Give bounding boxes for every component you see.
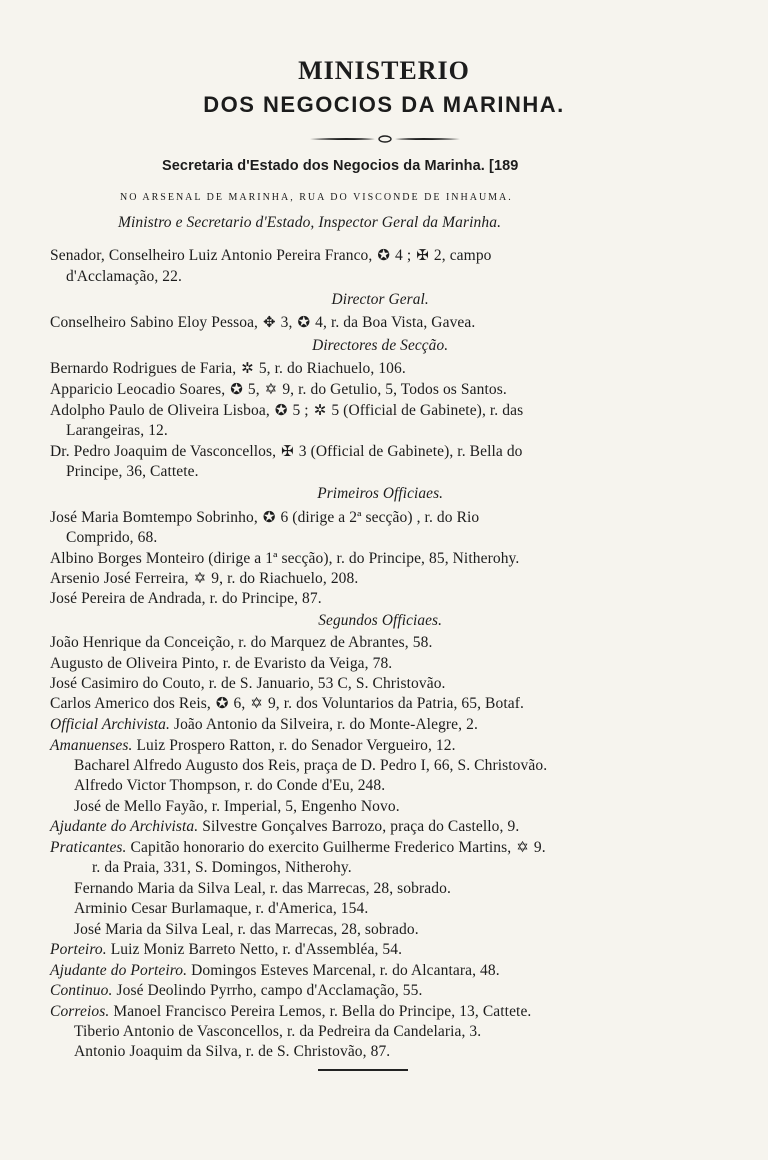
minister-detail: 4 ;: [395, 247, 412, 264]
list-item: Bacharel Alfredo Augusto dos Reis, praça de D. Pedro I, 66, S. Christovão.: [74, 757, 548, 774]
person-name: Adolpho Paulo de Oliveira Lisboa,: [50, 402, 270, 419]
list-item: Antonio Joaquim da Silva, r. de S. Christovão, 87.: [74, 1043, 391, 1060]
list-item: [50, 961, 500, 981]
order-rose-icon: ✪: [274, 403, 288, 419]
list-item: [50, 694, 524, 714]
person-detail: 9, r. dos Voluntarios da Patria, 65, Botaf.: [267, 695, 524, 712]
person-detail: Luiz Prospero Ratton, r. do Senador Vergueiro, 12.: [136, 737, 456, 754]
section-directores: Directores de Secção.: [312, 337, 449, 354]
list-item-cont: r. da Praia, 331, S. Domingos, Nitherohy.: [92, 859, 352, 876]
list-item: [50, 817, 519, 837]
list-item: [50, 1002, 531, 1022]
order-star-icon: ✡: [250, 696, 263, 712]
list-item: José de Mello Fayão, r. Imperial, 5, Engenho Novo.: [74, 798, 400, 815]
person-detail: 5, r. do Riachuelo, 106.: [258, 360, 406, 377]
person-name: Carlos Americo dos Reis,: [50, 695, 211, 712]
list-item: [50, 380, 507, 400]
order-star-icon: ✡: [516, 840, 529, 856]
person-detail: Luiz Moniz Barreto Netto, r. d'Assembléa, 54.: [110, 941, 403, 958]
role-label: Correios.: [50, 1003, 110, 1020]
person-name: Arsenio José Ferreira,: [50, 570, 189, 587]
section-minister: Ministro e Secretario d'Estado, Inspector Geral da Marinha.: [118, 214, 502, 231]
person-detail: Domingos Esteves Marcenal, r. do Alcantara, 48.: [191, 962, 500, 979]
minister-detail: 2, campo: [433, 247, 492, 264]
person-detail: 3 (Official de Gabinete), r. Bella do: [298, 443, 523, 460]
list-item: [50, 736, 456, 756]
secretaria-address: NO ARSENAL DE MARINHA, RUA DO VISCONDE DE INHAUMA.: [120, 192, 513, 203]
order-star-icon: ✥: [263, 315, 276, 331]
director-line: [50, 313, 475, 333]
minister-line-1: [50, 246, 492, 266]
order-star-icon: ✲: [241, 361, 254, 377]
order-cross-icon: ✠: [416, 248, 429, 264]
role-label: Ajudante do Archivista.: [50, 818, 199, 835]
order-star-icon: ✡: [193, 571, 207, 587]
list-item: João Henrique da Conceição, r. do Marquez de Abrantes, 58.: [50, 634, 433, 651]
section-segundos: Segundos Officiaes.: [318, 612, 443, 629]
person-detail: 5 ;: [292, 402, 309, 419]
list-item-cont: Comprido, 68.: [66, 529, 158, 546]
person-detail: João Antonio da Silveira, r. do Monte-Alegre, 2.: [173, 716, 478, 733]
list-item: Augusto de Oliveira Pinto, r. de Evaristo da Veiga, 78.: [50, 655, 393, 672]
page-subtitle: DOS NEGOCIOS DA MARINHA.: [203, 92, 565, 117]
minister-line-2: d'Acclamação, 22.: [66, 268, 182, 285]
person-name: José Maria Bomtempo Sobrinho,: [50, 509, 258, 526]
list-item: [50, 981, 422, 1001]
role-label: Porteiro.: [50, 941, 107, 958]
order-rose-icon: ✪: [377, 248, 391, 264]
list-item: Albino Borges Monteiro (dirige a 1ª secção), r. do Principe, 85, Nitherohy.: [50, 550, 520, 567]
order-rose-icon: ✪: [215, 696, 229, 712]
person-name: Apparicio Leocadio Soares,: [50, 381, 226, 398]
list-item: Arminio Cesar Burlamaque, r. d'America, 154.: [74, 900, 369, 917]
role-label: Official Archivista.: [50, 716, 170, 733]
minister-name: Senador, Conselheiro Luiz Antonio Pereira Franco,: [50, 247, 373, 264]
list-item: José Pereira de Andrada, r. do Principe, 87.: [50, 590, 322, 607]
order-rose-icon: ✪: [230, 382, 243, 398]
list-item: [50, 838, 546, 858]
list-item: Alfredo Victor Thompson, r. do Conde d'Eu, 248.: [74, 777, 386, 794]
role-label: Continuo.: [50, 982, 113, 999]
end-rule: [318, 1069, 408, 1071]
list-item: Fernando Maria da Silva Leal, r. das Marrecas, 28, sobrado.: [74, 880, 451, 897]
person-detail: 9, r. do Riachuelo, 208.: [211, 570, 359, 587]
person-detail: Capitão honorario do exercito Guilherme Frederico Martins,: [130, 839, 512, 856]
order-rose-icon: ✪: [297, 315, 311, 331]
list-item: [50, 569, 358, 589]
list-item: [50, 359, 406, 379]
person-name: Dr. Pedro Joaquim de Vasconcellos,: [50, 443, 277, 460]
order-star-icon: ✲: [313, 403, 327, 419]
role-label: Ajudante do Porteiro.: [50, 962, 188, 979]
list-item: Tiberio Antonio de Vasconcellos, r. da Pedreira da Candelaria, 3.: [74, 1023, 482, 1040]
director-detail: 3,: [280, 314, 293, 331]
ornament-rule-icon: [310, 134, 460, 144]
list-item: José Casimiro do Couto, r. de S. Januario, 53 C, S. Christovão.: [50, 675, 446, 692]
director-detail: 4, r. da Boa Vista, Gavea.: [315, 314, 476, 331]
order-star-icon: ✡: [264, 382, 278, 398]
list-item: [50, 508, 479, 528]
page-title: MINISTERIO: [298, 56, 470, 85]
list-item: [50, 940, 402, 960]
list-item: José Maria da Silva Leal, r. das Marrecas, 28, sobrado.: [74, 921, 419, 938]
section-primeiros: Primeiros Officiaes.: [317, 485, 444, 502]
order-rose-icon: ✪: [262, 510, 276, 526]
person-detail: Manoel Francisco Pereira Lemos, r. Bella do Principe, 13, Cattete.: [113, 1003, 532, 1020]
person-detail: 5,: [247, 381, 260, 398]
person-name: Bernardo Rodrigues de Faria,: [50, 360, 237, 377]
list-item: [50, 715, 478, 735]
secretaria-heading: Secretaria d'Estado dos Negocios da Marinha. [189: [162, 158, 519, 174]
section-director: Director Geral.: [331, 291, 429, 308]
person-detail: 6,: [233, 695, 246, 712]
order-cross-icon: ✠: [281, 444, 294, 460]
person-detail: Silvestre Gonçalves Barrozo, praça do Castello, 9.: [202, 818, 520, 835]
director-name: Conselheiro Sabino Eloy Pessoa,: [50, 314, 259, 331]
person-detail: 9.: [533, 839, 546, 856]
person-detail: 5 (Official de Gabinete), r. das: [331, 402, 524, 419]
role-label: Praticantes.: [50, 839, 127, 856]
list-item: [50, 401, 523, 421]
person-detail: 6 (dirige a 2ª secção) , r. do Rio: [280, 509, 480, 526]
role-label: Amanuenses.: [50, 737, 133, 754]
person-detail: José Deolindo Pyrrho, campo d'Acclamação, 55.: [116, 982, 423, 999]
list-item-cont: Principe, 36, Cattete.: [66, 463, 199, 480]
list-item-cont: Larangeiras, 12.: [66, 422, 168, 439]
list-item: [50, 442, 523, 462]
person-detail: 9, r. do Getulio, 5, Todos os Santos.: [282, 381, 507, 398]
